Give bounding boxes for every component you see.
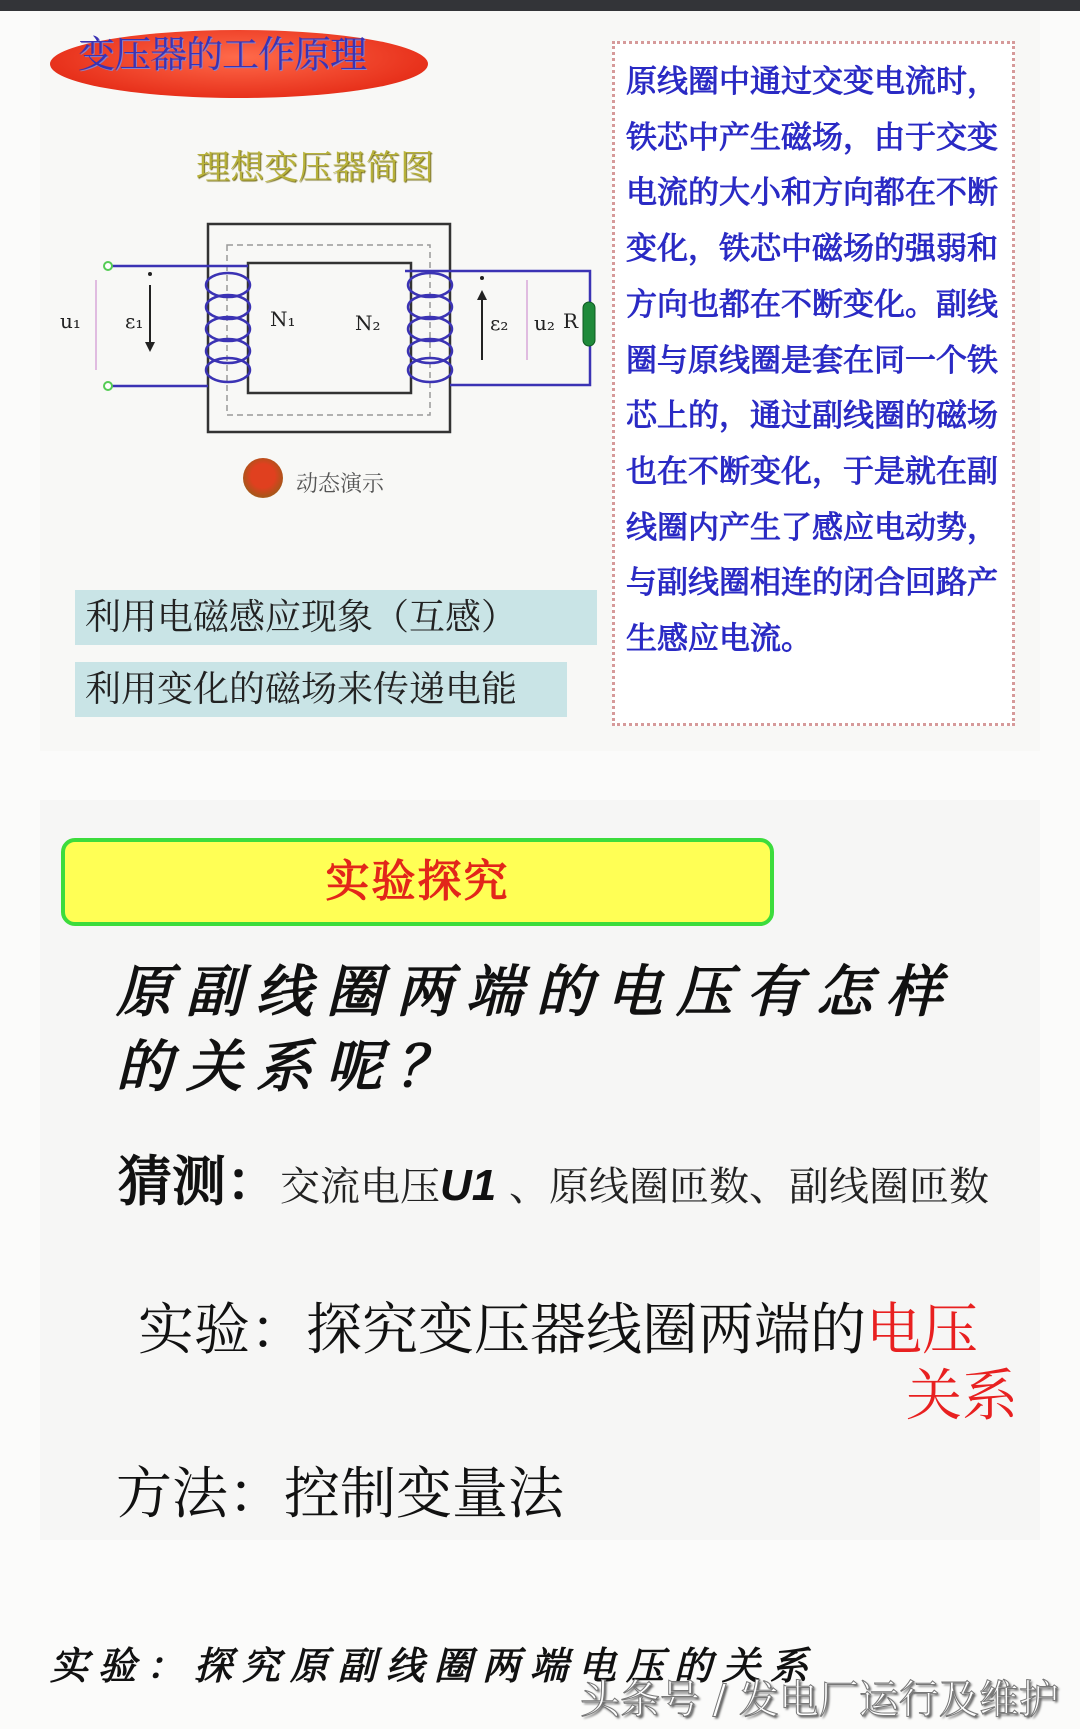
experiment-red-2: 关系 xyxy=(906,1364,1018,1429)
label-e1: ε₁ xyxy=(125,309,144,333)
principle-energy-transfer: 利用变化的磁场来传递电能 xyxy=(75,662,567,717)
label-n1: N₁ xyxy=(270,307,296,331)
resistor-icon xyxy=(583,302,595,346)
experiment-text: 探究变压器线圈两端的 xyxy=(306,1298,866,1363)
experiment-red-1: 电压 xyxy=(866,1298,978,1363)
diagram-title: 理想变压器简图 xyxy=(196,148,434,188)
terminal-top xyxy=(104,262,112,270)
terminal-bottom xyxy=(104,382,112,390)
watermark: 头条号 / 发电厂运行及维护 xyxy=(580,1677,1059,1723)
section-banner xyxy=(61,838,774,926)
demo-label[interactable]: 动态演示 xyxy=(296,472,385,497)
guess-text-b: 、原线圈匝数、副线圈匝数 xyxy=(496,1164,989,1210)
guess-u1: U1 xyxy=(440,1161,497,1210)
method: 方法：控制变量法 xyxy=(116,1462,564,1527)
experiment-statement xyxy=(138,1298,1018,1430)
guess-text-a: 交流电压 xyxy=(280,1164,440,1210)
hypothesis xyxy=(118,1149,1028,1216)
research-question: 原副线圈两端的电压有怎样的关系呢？ xyxy=(116,959,956,1100)
magnetic-flux-path xyxy=(227,245,430,415)
primary-coil xyxy=(206,273,250,382)
top-bar xyxy=(0,0,1080,11)
guess-lead: 猜测： xyxy=(118,1149,280,1213)
label-u2: u₂ xyxy=(534,311,555,335)
demo-play-button[interactable] xyxy=(243,458,283,498)
explanation-text: 原线圈中通过交变电流时，铁芯中产生磁场，由于交变电流的大小和方向都在不断变化，铁芯中磁场的强弱和方向也都在不断变化。副线圈与原线圈是套在同一个铁芯上的，通过副线圈的磁场也在不断变化，于是就在副线圈内产生了感应电动势，与副线圈相连的闭合回路产生感应电流。 xyxy=(626,64,998,658)
label-n2: N₂ xyxy=(355,311,381,335)
label-r: R xyxy=(563,309,579,333)
slide-title: 变压器的工作原理 xyxy=(78,33,366,76)
iron-core-outer xyxy=(208,224,450,432)
label-e2: ε₂ xyxy=(490,311,509,335)
section-label: 实验探究 xyxy=(325,856,510,907)
caption: 实验：探究原副线圈两端电压的关系 xyxy=(50,1643,819,1688)
label-u1: u₁ xyxy=(60,309,81,333)
principle-mutual-induction: 利用电磁感应现象（互感） xyxy=(75,590,597,645)
transformer-diagram xyxy=(50,210,600,440)
experiment-lead: 实验： xyxy=(138,1298,306,1363)
